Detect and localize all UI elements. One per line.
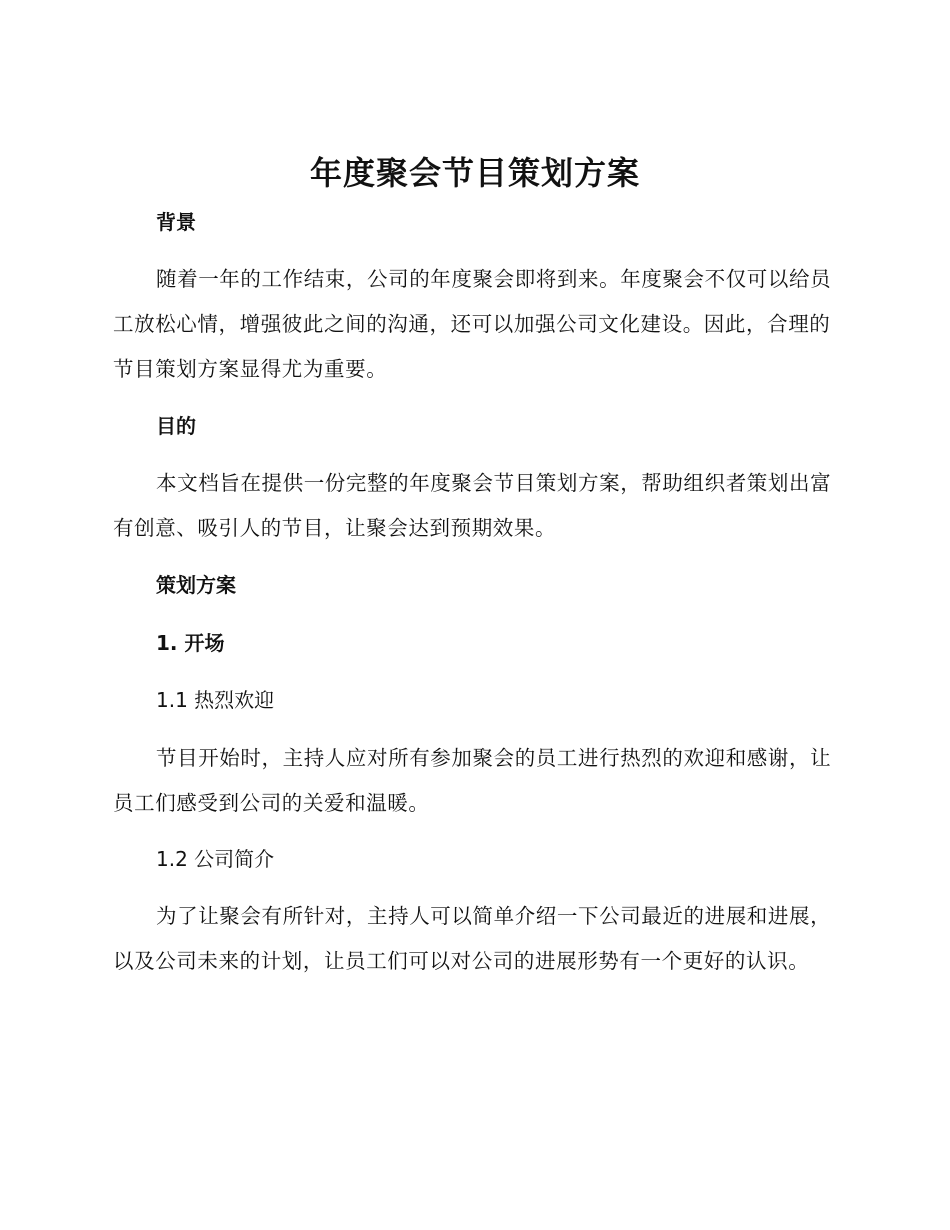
subsection-heading-welcome: 1.1 热烈欢迎 — [156, 688, 275, 712]
section-heading-background: 背景 — [156, 210, 196, 234]
document-title: 年度聚会节目策划方案 — [309, 154, 640, 192]
section-heading-opening: 1. 开场 — [156, 631, 225, 655]
paragraph-background: 随着一年的工作结束，公司的年度聚会即将到来。年度聚会不仅可以给员工放松心情，增强彼此之间的沟通，还可以加强公司文化建设。因此，合理的节目策划方案显得尤为重要。 — [113, 267, 832, 381]
paragraph-purpose: 本文档旨在提供一份完整的年度聚会节目策划方案，帮助组织者策划出富有创意、吸引人的节目，让聚会达到预期效果。 — [113, 471, 832, 540]
section-heading-purpose: 目的 — [156, 414, 196, 438]
paragraph-welcome: 节目开始时，主持人应对所有参加聚会的员工进行热烈的欢迎和感谢，让员工们感受到公司的关爱和温暖。 — [113, 746, 832, 815]
section-heading-plan: 策划方案 — [156, 573, 236, 597]
paragraph-intro: 为了让聚会有所针对，主持人可以简单介绍一下公司最近的进展和进展，以及公司未来的计划，让员工们可以对公司的进展形势有一个更好的认识。 — [113, 904, 832, 973]
subsection-heading-intro: 1.2 公司简介 — [156, 847, 275, 871]
